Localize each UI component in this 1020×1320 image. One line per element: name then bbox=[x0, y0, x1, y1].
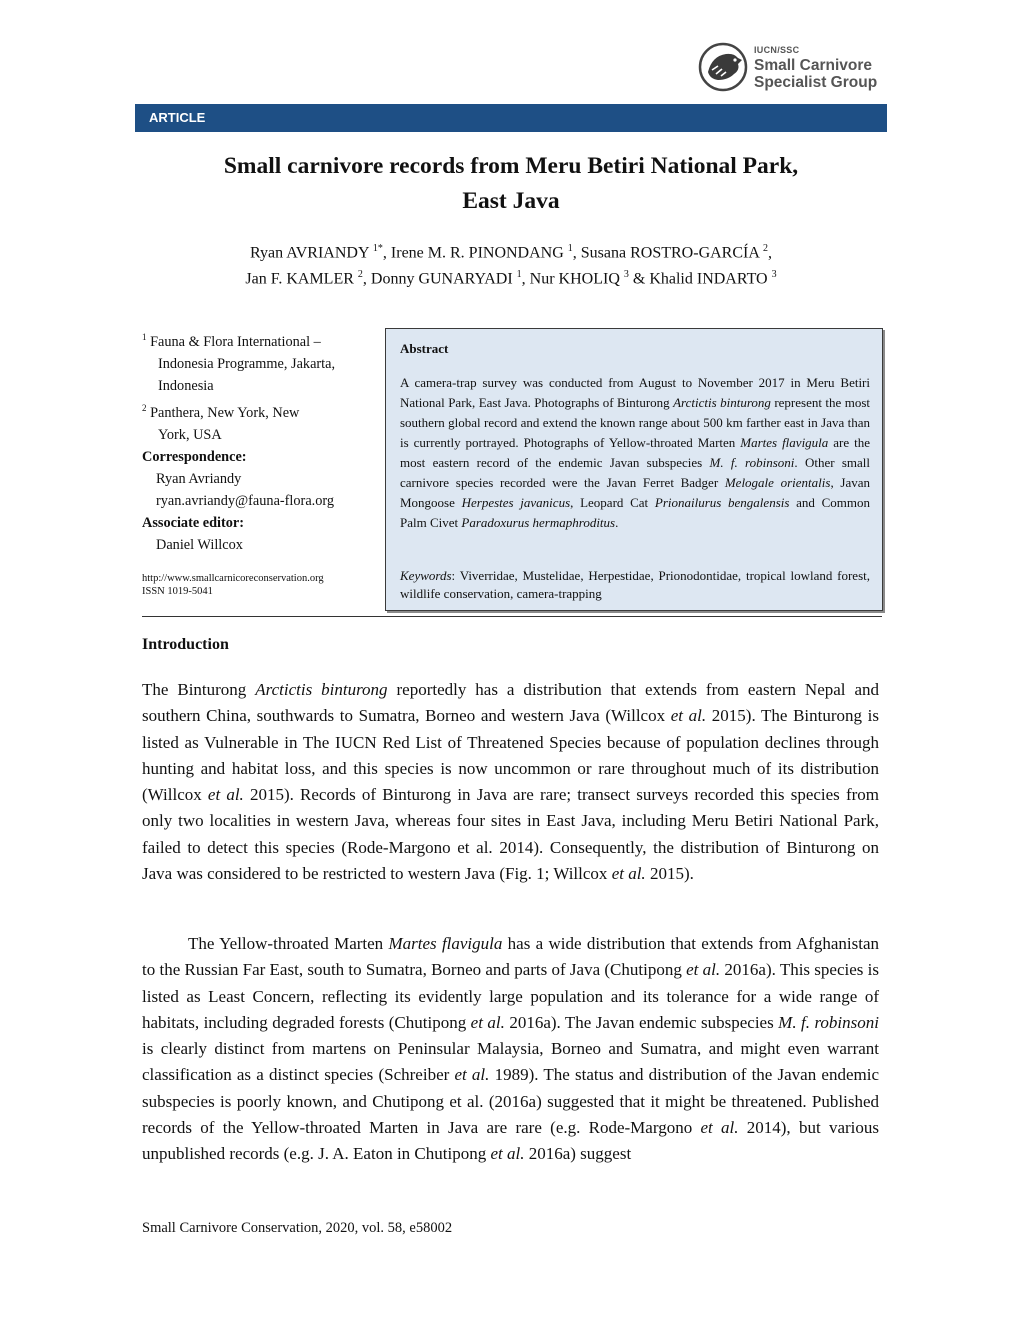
keywords-label: Keywords bbox=[400, 568, 452, 583]
author-name: Jan F. KAMLER bbox=[245, 270, 354, 288]
author-name: , Irene M. R. PINONDANG bbox=[382, 244, 564, 262]
aff2-line1: Panthera, New York, New bbox=[150, 404, 300, 421]
journal-issn: ISSN 1019-5041 bbox=[142, 586, 213, 597]
paper-title-line-1: Small carnivore records from Meru Betiri National Park, bbox=[223, 153, 799, 179]
section-divider bbox=[142, 616, 882, 617]
author-name: , Nur KHOLIQ bbox=[521, 270, 620, 288]
author-name: Ryan AVRIANDY bbox=[249, 244, 369, 262]
paper-title-line-2: East Java bbox=[462, 188, 560, 214]
article-banner bbox=[135, 104, 887, 132]
author-affil: 3 bbox=[771, 269, 777, 280]
carnivore-logo-icon bbox=[698, 42, 748, 92]
page-footer: Small Carnivore Conservation, 2020, vol. 58, e58002 bbox=[142, 1220, 453, 1236]
author-name: & Khalid INDARTO bbox=[628, 270, 768, 288]
logo-line-1: Small Carnivore bbox=[754, 57, 873, 74]
aff-number: 1 bbox=[142, 332, 147, 342]
sg-logo bbox=[698, 42, 883, 92]
journal-info bbox=[142, 572, 324, 598]
author-affil: 1 bbox=[567, 243, 573, 254]
logo-org-small: IUCN/SSC bbox=[754, 45, 800, 55]
logo-line-2: Specialist Group bbox=[754, 74, 878, 91]
intro-paragraph-2: The Yellow-throated Marten Martes flavigula has a wide distribution that extends from Afghanistan to the Russian Far East, south to Sumatra, Borneo and parts of Java (Chutipong et al. 2016a). This species is listed as Least Concern, reflecting its evidently large population and its tolerance for a wide range of habitats, including degraded forests (Chutipong et al. 2016a). The Javan endemic subspecies M. f. robinsoni is clearly distinct from martens on Peninsular Malaysia, Borneo and Sumatra, and might even warrant classification as a distinct species (Schreiber et al. 1989). The status and distribution of the Javan endemic subspecies is poorly known, and Chutipong et al. (2016a) suggested that it might be threatened. Published records of the Yellow-throated Marten in Java are rare (e.g. Rode-Margono et al. 2014), but various unpublished records (e.g. J. A. Eaton in Chutipong et al. 2016a) suggest bbox=[142, 934, 880, 1164]
article-label: ARTICLE bbox=[149, 110, 206, 125]
correspondence-name: Ryan Avriandy bbox=[156, 470, 242, 487]
correspondence-email[interactable]: ryan.avriandy@fauna-flora.org bbox=[156, 492, 335, 509]
author-name: , Donny GUNARYADI bbox=[362, 270, 513, 288]
intro-paragraph-1: The Binturong Arctictis binturong reportedly has a distribution that extends from eastern Nepal and southern China, southwards to Sumatra, Borneo and western Java (Willcox et al. 2015). The Binturong is listed as Vulnerable in The IUCN Red List of Threatened Species because of population declines through hunting and habitat loss, and this species is now uncommon or rare throughout much of its distribution (Willcox et al. 2015). Records of Binturong in Java are rare; transect surveys recorded this species from only two localities in western Java, whereas four sites in East Java, including Meru Betiri National Park, failed to detect this species (Rode-Margono et al. 2014). Consequently, the distribution of Binturong on Java was considered to be restricted to western Java (Fig. 1; Willcox et al. 2015). bbox=[142, 680, 880, 884]
keywords-text: : Viverridae, Mustelidae, Herpestidae, Prionodontidae, tropical lowland forest, wildlife conservation, camera-trapping bbox=[400, 568, 870, 601]
author-affil: 3 bbox=[623, 269, 629, 280]
editor-label: Associate editor: bbox=[142, 514, 245, 531]
aff-number: 2 bbox=[142, 402, 147, 413]
author-affil: 2 bbox=[763, 243, 769, 254]
abstract-box bbox=[385, 328, 883, 611]
author-affil: 2 bbox=[357, 269, 363, 280]
abstract-heading: Abstract bbox=[400, 341, 449, 356]
section-heading-introduction: Introduction bbox=[142, 636, 229, 653]
author-affil: 1 bbox=[516, 269, 522, 280]
editor-name: Daniel Willcox bbox=[156, 536, 243, 553]
aff1-line1: Fauna & Flora International – bbox=[150, 333, 321, 350]
aff1-line3: Indonesia bbox=[158, 377, 214, 394]
author-affil: 1* bbox=[372, 243, 383, 254]
author-sep: , bbox=[768, 244, 773, 262]
author-line-2 bbox=[135, 262, 887, 292]
author-name: , Susana ROSTRO-GARCÍA bbox=[572, 244, 760, 262]
affiliations bbox=[142, 326, 377, 556]
aff2-line2: York, USA bbox=[158, 426, 222, 443]
journal-url[interactable]: http://www.smallcarnicoreconservation.org bbox=[142, 573, 324, 584]
abstract-text: A camera-trap survey was conducted from August to November 2017 in Meru Betiri National Park, East Java. Photographs of Binturong Arctictis binturong represent the most southern global record and extend the known range about 500 km farther east in Java than is currently portrayed. Photographs of Yellow-throated Marten Martes flavigula are the most eastern record of the endemic Javan subspecies M. f. robinsoni. Other small carnivore species recorded were the Javan Ferret Badger Melogale orientalis, Javan Mongoose Herpestes javanicus, Leopard Cat Prionailurus bengalensis and Common Palm Civet Paradoxurus hermaphroditus. bbox=[400, 375, 871, 530]
correspondence-label: Correspondence: bbox=[142, 448, 247, 465]
aff1-line2: Indonesia Programme, Jakarta, bbox=[158, 355, 336, 372]
keywords bbox=[400, 567, 870, 603]
